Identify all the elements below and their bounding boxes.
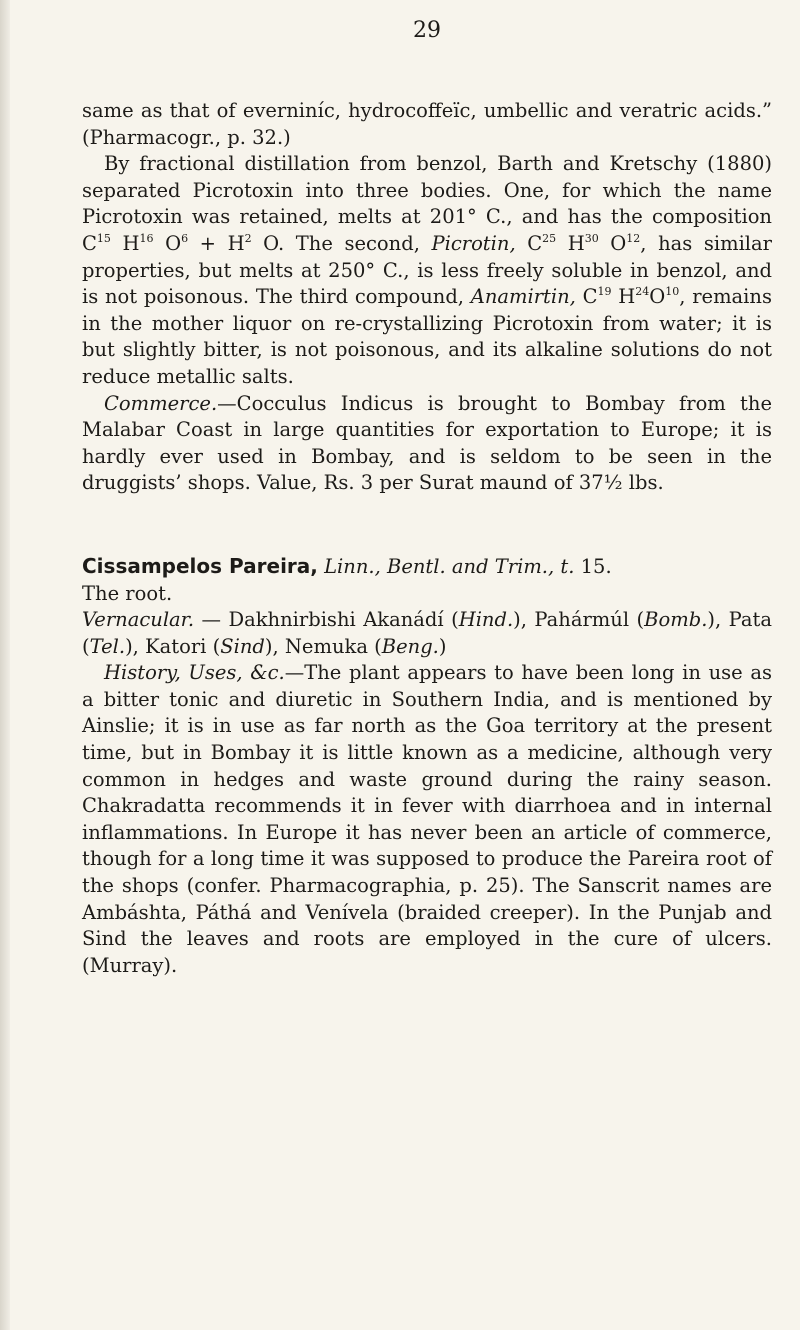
paragraph-picrotoxin: By fractional distillation from benzol, Barth and Kretschy (1880) separated Picrotoxin into three bodies. One, for which the name Picrotoxin was retained, melts at 201° C., and has the composition $C^{15}$ $H^{16}$ $O^6 + H^2$ O. The second, Picrotin, $C^{25}$ $H^{30}$ $O^{12}$, has similar properties, but melts at 250° C., is less freely soluble in benzol, and is not poisonous. The third compound, Anamirtin, $C^{19}$ $H^{24}O^{10}$, remains in the mother liquor on re-crystallizing Picrotoxin from water; it is but slightly bitter, is not poisonous, and its alkaline solutions do not reduce metallic salts. <box>82 152 772 388</box>
page-text <box>82 98 772 979</box>
entry-heading: Cissampelos Pareira, Linn., Bentl. and Trim., t. 15. The root. <box>82 553 612 605</box>
paragraph-vernacular: Vernacular. — Dakhnirbishi Akanádí (Hind.), Pahármúl (Bomb.), Pata (Tel.), Katori (Sind), Nemuka (Beng.) <box>82 608 772 658</box>
page-number: 29 <box>413 18 441 43</box>
page-edge <box>0 0 10 1330</box>
paragraph-history: History, Uses, &c.—The plant appears to have been long in use as a bitter tonic and diuretic in Southern India, and is mentioned by Ainslie; it is in use as far north as the Goa territory at the present time, but in Bombay it is little known as a medicine, although very common in hedges and waste ground during the rainy season. Chakradatta recommends it in fever with diarrhoea and in internal inflammations. In Europe it has never been an article of commerce, though for a long time it was supposed to produce the Pareira root of the shops (confer. Pharmacographia, p. 25). The Sanscrit names are Ambáshta, Páthá and Venívela (braided creeper). In the Punjab and Sind the leaves and roots are employed in the cure of ulcers. (Murray). <box>82 661 772 977</box>
paragraph-commerce: Commerce.—Cocculus Indicus is brought to Bombay from the Malabar Coast in large quantities for exportation to Europe; it is hardly ever used in Bombay, and is seldom to be seen in the druggists’ shops. Value, Rs. 3 per Surat maund of 37½ lbs. <box>82 391 772 495</box>
section-gap <box>82 497 772 553</box>
entry-title: Cissampelos Pareira, <box>82 553 318 578</box>
paragraph-continuation: same as that of everniníc, hydrocoffeïc, umbellic and veratric acids.” (Pharmacogr., p. 32.) <box>82 99 772 149</box>
